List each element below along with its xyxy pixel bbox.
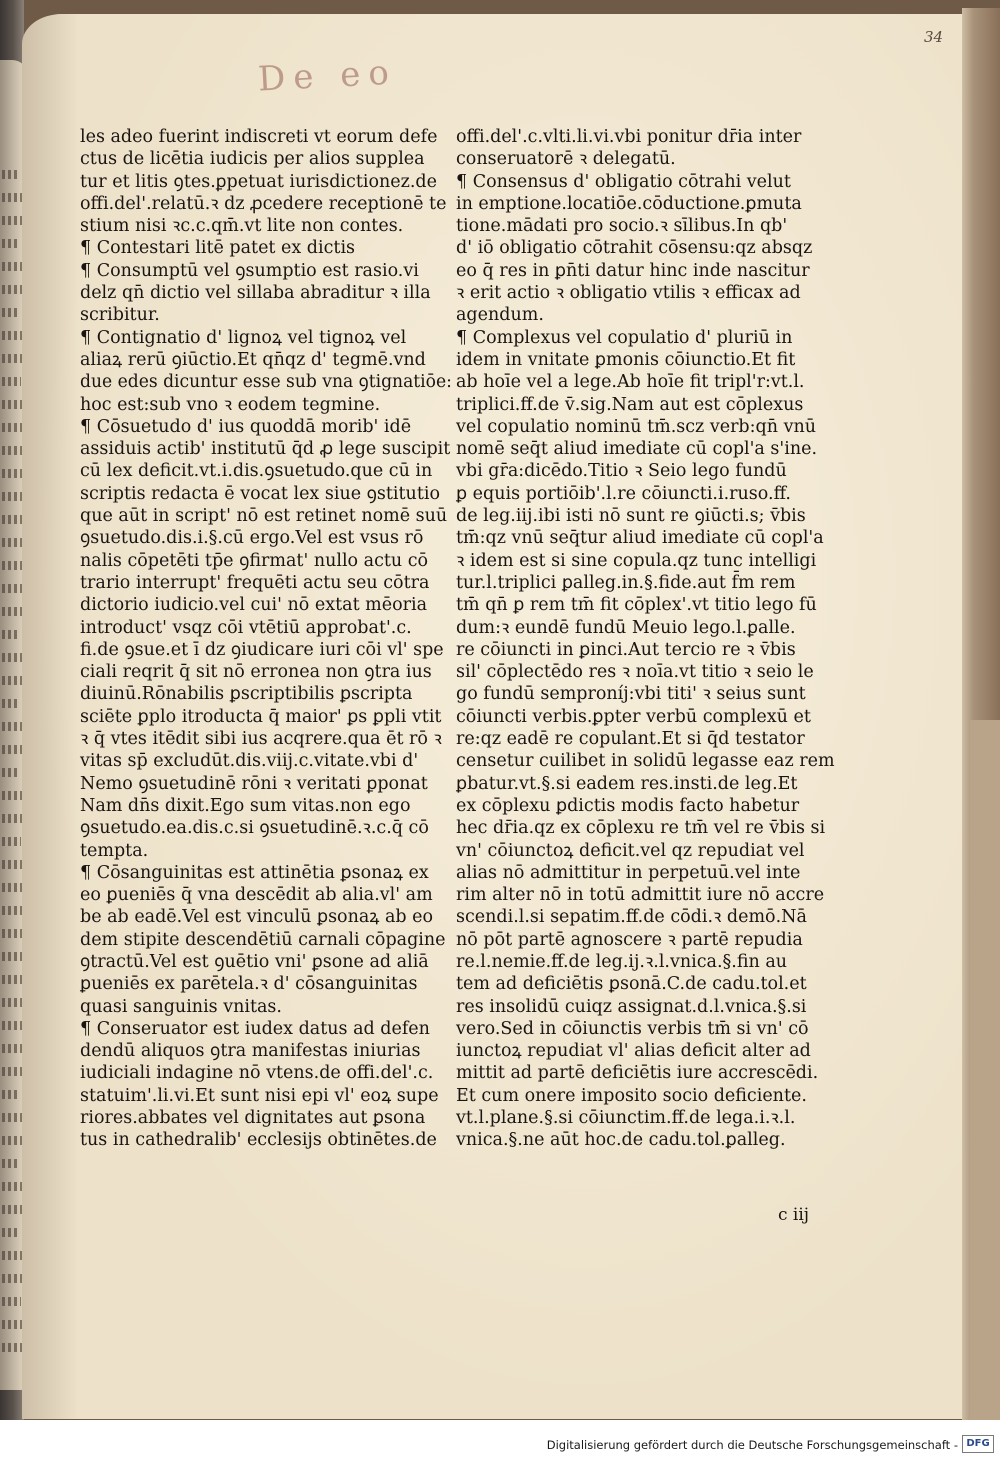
text-line: aliaꝝ rerū ꝯiūctio.Et qn̄qz d' tegmē.vnd bbox=[80, 349, 426, 370]
text-line: sil' cōplectēdo res ꝛ noīa.vt titio ꝛ seio le bbox=[456, 662, 814, 683]
text-line: scendi.l.si sepatim.ff.de cōdi.ꝛ demō.Nā bbox=[456, 907, 807, 928]
text-line: hec dr̄ia.qz ex cōplexu re tm̄ vel re v̄bis si bbox=[456, 818, 826, 839]
text-line: dem stipite descendētiū carnali cōpagine bbox=[80, 929, 446, 950]
text-line: ꝯtractū.Vel est ꝯuētio vni' ꝑsone ad aliā bbox=[80, 951, 429, 972]
text-line: ꝛ erit actio ꝛ obligatio vtilis ꝛ efficax ad bbox=[456, 283, 801, 304]
show-through-line bbox=[2, 170, 18, 179]
text-column-left bbox=[80, 126, 460, 1152]
text-line: go fundū semproníj:vbi titi' ꝛ seius sunt bbox=[456, 684, 806, 705]
show-through-line bbox=[2, 699, 19, 708]
text-line: fi.de ꝯsue.et ī dz ꝯiudicare iuri cōi vl' spe bbox=[80, 639, 444, 660]
text-line: offi.del'.c.vlti.li.vi.vbi ponitur dr̄ia inter bbox=[456, 127, 802, 147]
text-line: vn' cōiunctoꝝ deficit.vel qz repudiat vel bbox=[456, 840, 805, 861]
text-line: idem in vnitate ꝑmonis cōiunctio.Et fit bbox=[456, 349, 796, 370]
text-line: cū lex deficit.vt.i.dis.ꝯsuetudo.que cū in bbox=[80, 461, 433, 482]
text-line: quasi sanguinis vnitas. bbox=[80, 996, 282, 1017]
text-line: diuinū.Rōnabilis ꝑscriptibilis ꝑscripta bbox=[80, 684, 413, 705]
text-line: ꝯsuetudo.dis.i.§.cū ergo.Vel est vsus rō bbox=[80, 528, 424, 549]
text-line: vbi gr̄a:dicēdo.Titio ꝛ Seio lego fundū bbox=[456, 461, 787, 482]
text-line: ¶ Contestari litē patet ex dictis bbox=[80, 238, 356, 259]
text-line: agendum. bbox=[456, 305, 544, 326]
text-line: tem ad deficiētis ꝑsonā.C.de cadu.tol.et bbox=[456, 974, 807, 995]
text-line: re:qz eadē re copulant.Et si q̄d testator bbox=[456, 729, 805, 750]
footer-bar bbox=[0, 1420, 1000, 1463]
text-line: ciali reqrit q̄ sit nō erronea non ꝯtra ius bbox=[80, 662, 432, 683]
show-through-line bbox=[2, 630, 18, 639]
signature-mark: c iij bbox=[778, 1205, 810, 1225]
text-line: in emptione.locatiōe.cōductione.ꝑmuta bbox=[456, 193, 802, 214]
text-line: Nam dn̄s dixit.Ego sum vitas.non ego bbox=[80, 795, 411, 816]
text-line: ꝯsuetudo.ea.dis.c.si ꝯsuetudinē.ꝛ.c.q̄ cō bbox=[80, 818, 429, 839]
text-line: rim alter nō in totū admittit iure nō accre bbox=[456, 885, 825, 906]
show-through-line bbox=[2, 308, 20, 317]
funding-credit: Digitalisierung gefördert durch die Deutsche Forschungsgemeinschaft - bbox=[546, 1438, 958, 1452]
text-line: iudiciali indagine nō vtens.de offi.del'.c. bbox=[80, 1063, 434, 1084]
show-through-line bbox=[2, 1228, 20, 1237]
text-line: tm̄ qn̄ ꝑ rem tm̄ fit cōplex'.vt titio lego fū bbox=[456, 595, 817, 616]
text-line: ꝛ idem est si sine copula.qz tunc intelligi bbox=[456, 550, 817, 571]
text-line: tur.l.triplici ꝑalleg.in.§.fide.aut f̄m rem bbox=[456, 572, 796, 593]
text-line: censetur cuilibet in solidū legasse eaz rem bbox=[456, 751, 835, 772]
text-line: nomē seq̄t aliud imediate cū copl'a s'ine. bbox=[456, 439, 818, 460]
pencil-annotation: De eo bbox=[257, 52, 398, 100]
dfg-logo: DFG bbox=[962, 1435, 994, 1453]
text-line: que aūt in script' nō est retinet nomē suū bbox=[80, 506, 448, 527]
text-line: Nemo ꝯsuetudinē rōni ꝛ veritati ꝑponat bbox=[80, 773, 428, 794]
text-line: vel copulatio nominū tm̄.scz verb:qn̄ vnū bbox=[456, 416, 816, 437]
text-line: mittit ad partē deficiētis iure accrescēdi. bbox=[456, 1063, 819, 1084]
text-line: ¶ Complexus vel copulatio d' pluriū in bbox=[456, 327, 793, 348]
text-line: ¶ Conseruator est iudex datus ad defen bbox=[80, 1018, 430, 1039]
text-line: tione.mādati pro socio.ꝛ sīlibus.In qb' bbox=[456, 216, 788, 237]
show-through-line bbox=[2, 768, 20, 777]
text-line: statuim'.li.vi.Et sunt nisi epi vl' eoꝝ supe bbox=[80, 1085, 439, 1106]
text-line: dictorio iudicio.vel cui' nō extat mēoria bbox=[80, 595, 428, 616]
text-line: Et cum onere imposito socio deficiente. bbox=[456, 1085, 807, 1106]
text-line: ꝑbatur.vt.§.si eadem res.insti.de leg.Et bbox=[456, 773, 798, 794]
show-through-line bbox=[2, 239, 19, 248]
text-line: tus in cathedralib' ecclesijs obtinētes.de bbox=[80, 1130, 437, 1151]
text-line: vnica.§.ne aūt hoc.de cadu.tol.ꝑalleg. bbox=[456, 1130, 786, 1151]
text-line: delz qn̄ dictio vel sillaba abraditur ꝛ illa bbox=[80, 283, 431, 304]
text-line: stium nisi ꝛc.c.qm̄.vt lite non contes. bbox=[80, 216, 404, 237]
text-line: triplici.ff.de v̄.sig.Nam aut est cōplexus bbox=[456, 394, 804, 415]
text-column-right bbox=[456, 126, 835, 1152]
text-line: ꝑ equis portiōib'.l.re cōiuncti.i.ruso.ff. bbox=[456, 483, 791, 504]
text-line: hoc est:sub vno ꝛ eodem tegmine. bbox=[80, 394, 381, 415]
text-line: vitas sp̄ excludūt.dis.viij.c.vitate.vbi d' bbox=[80, 751, 419, 772]
text-line: de leg.iij.ibi isti nō sunt re ꝯiūcti.s; v̄bis bbox=[456, 506, 806, 527]
text-line: ¶ Consensus d' obligatio cōtrahi velut bbox=[456, 171, 791, 192]
text-line: scribitur. bbox=[80, 305, 160, 326]
text-line: eo ꝑueniēs q̄ vna descēdit ab alia.vl' am bbox=[80, 885, 433, 906]
text-line: vero.Sed in cōiunctis verbis tm̄ si vn' cō bbox=[456, 1018, 809, 1039]
text-line: vt.l.plane.§.si cōiunctim.ff.de lega.i.ꝛ.l. bbox=[456, 1108, 796, 1129]
text-line: re.l.nemie.ff.de leg.ij.ꝛ.l.vnica.§.fin au bbox=[456, 951, 788, 972]
text-line: ꝑueniēs ex parētela.ꝛ d' cōsanguinitas bbox=[80, 974, 418, 995]
text-line: ¶ Cōsanguinitas est attinētia ꝑsonaꝝ ex bbox=[80, 862, 429, 883]
text-line: res insolidū cuiqz assignat.d.l.vnica.§.si bbox=[456, 996, 807, 1017]
show-through-line bbox=[2, 515, 23, 524]
text-line: introduct' vsqz cōi vtētiū approbat'.c. bbox=[80, 617, 412, 638]
text-line: offi.del'.relatū.ꝛ dz ꝓcedere receptionē te bbox=[80, 193, 447, 214]
text-line: conseruatorē ꝛ delegatū. bbox=[456, 149, 676, 170]
text-line: assiduis actib' institutū q̄d ꝓ lege suscipit bbox=[80, 439, 451, 460]
text-line: tur et litis ꝯtes.ꝑpetuat iurisdictionez.de bbox=[80, 171, 437, 192]
text-line: cōiuncti verbis.ꝑpter verbū complexū et bbox=[456, 706, 811, 727]
page-edge-tab bbox=[970, 720, 1000, 1463]
show-through-line bbox=[2, 1044, 24, 1053]
show-through-line bbox=[2, 1297, 21, 1306]
show-through-line bbox=[2, 377, 21, 386]
text-line: be ab eadē.Vel est vinculū ꝑsonaꝝ ab eo bbox=[80, 907, 434, 928]
text-line: eo q̄ res in ꝑn̄ti datur hinc inde nascitur bbox=[456, 260, 810, 281]
text-line: nalis cōpetēti tp̄e ꝯfirmat' nullo actu cō bbox=[80, 550, 429, 571]
text-line: dum:ꝛ eundē fundū Meuio lego.l.ꝑalle. bbox=[456, 617, 796, 638]
text-line: d' iō obligatio cōtrahit cōsensu:qz absqz bbox=[456, 238, 813, 259]
text-line: tempta. bbox=[80, 840, 149, 861]
text-line: alias nō admittitur in perpetuū.vel inte bbox=[456, 862, 801, 883]
text-line: trario interrupt' frequēti actu seu cōtra bbox=[80, 572, 430, 593]
text-line: re cōiuncti in ꝑinci.Aut tercio re ꝛ v̄bis bbox=[456, 639, 796, 660]
text-line: ctus de licētia iudicis per alios supplea bbox=[80, 149, 425, 170]
text-line: les adeo fuerint indiscreti vt eorum defe bbox=[80, 127, 438, 147]
text-line: dendū aliquos ꝯtra manifestas iniurias bbox=[80, 1041, 421, 1062]
text-line: riores.abbates vel dignitates aut ꝑsona bbox=[80, 1108, 426, 1129]
text-line: due edes dicuntur esse sub vna ꝯtignatiōe: bbox=[80, 372, 452, 393]
text-line: nō pōt partē agnoscere ꝛ partē repudia bbox=[456, 929, 803, 950]
show-through-line bbox=[2, 446, 22, 455]
show-through-line bbox=[2, 1090, 18, 1099]
show-through-line bbox=[2, 1159, 19, 1168]
show-through-line bbox=[2, 906, 22, 915]
text-line: ¶ Cōsuetudo d' ius quoddā morib' idē bbox=[80, 416, 412, 437]
text-line: scriptis redacta ē vocat lex siue ꝯstitutio bbox=[80, 483, 440, 504]
text-line: iunctoꝝ repudiat vl' alias deficit alter ad bbox=[456, 1041, 811, 1062]
text-line: ex cōplexu ꝑdictis modis facto habetur bbox=[456, 795, 800, 816]
show-through-line bbox=[2, 975, 23, 984]
text-line: tm̄:qz vnū seq̄tur aliud imediate cū copl'a bbox=[456, 528, 824, 549]
text-line: sciēte ꝑplo itroducta q̄ maior' ꝑs ꝑpli vtit bbox=[80, 706, 442, 727]
show-through-line bbox=[2, 837, 21, 846]
text-line: ꝛ q̄ vtes itēdit sibi ius acqrere.qua ēt rō ꝛ bbox=[80, 729, 442, 750]
text-line: ¶ Consumptū vel ꝯsumptio est rasio.vi bbox=[80, 260, 419, 281]
text-line: ¶ Contignatio d' lignoꝝ vel tignoꝝ vel bbox=[80, 327, 407, 348]
text-line: ab hoīe vel a lege.Ab hoīe fit tripl'r:vt.l. bbox=[456, 372, 805, 393]
show-through-line bbox=[2, 584, 24, 593]
folio-number: 34 bbox=[924, 28, 944, 46]
